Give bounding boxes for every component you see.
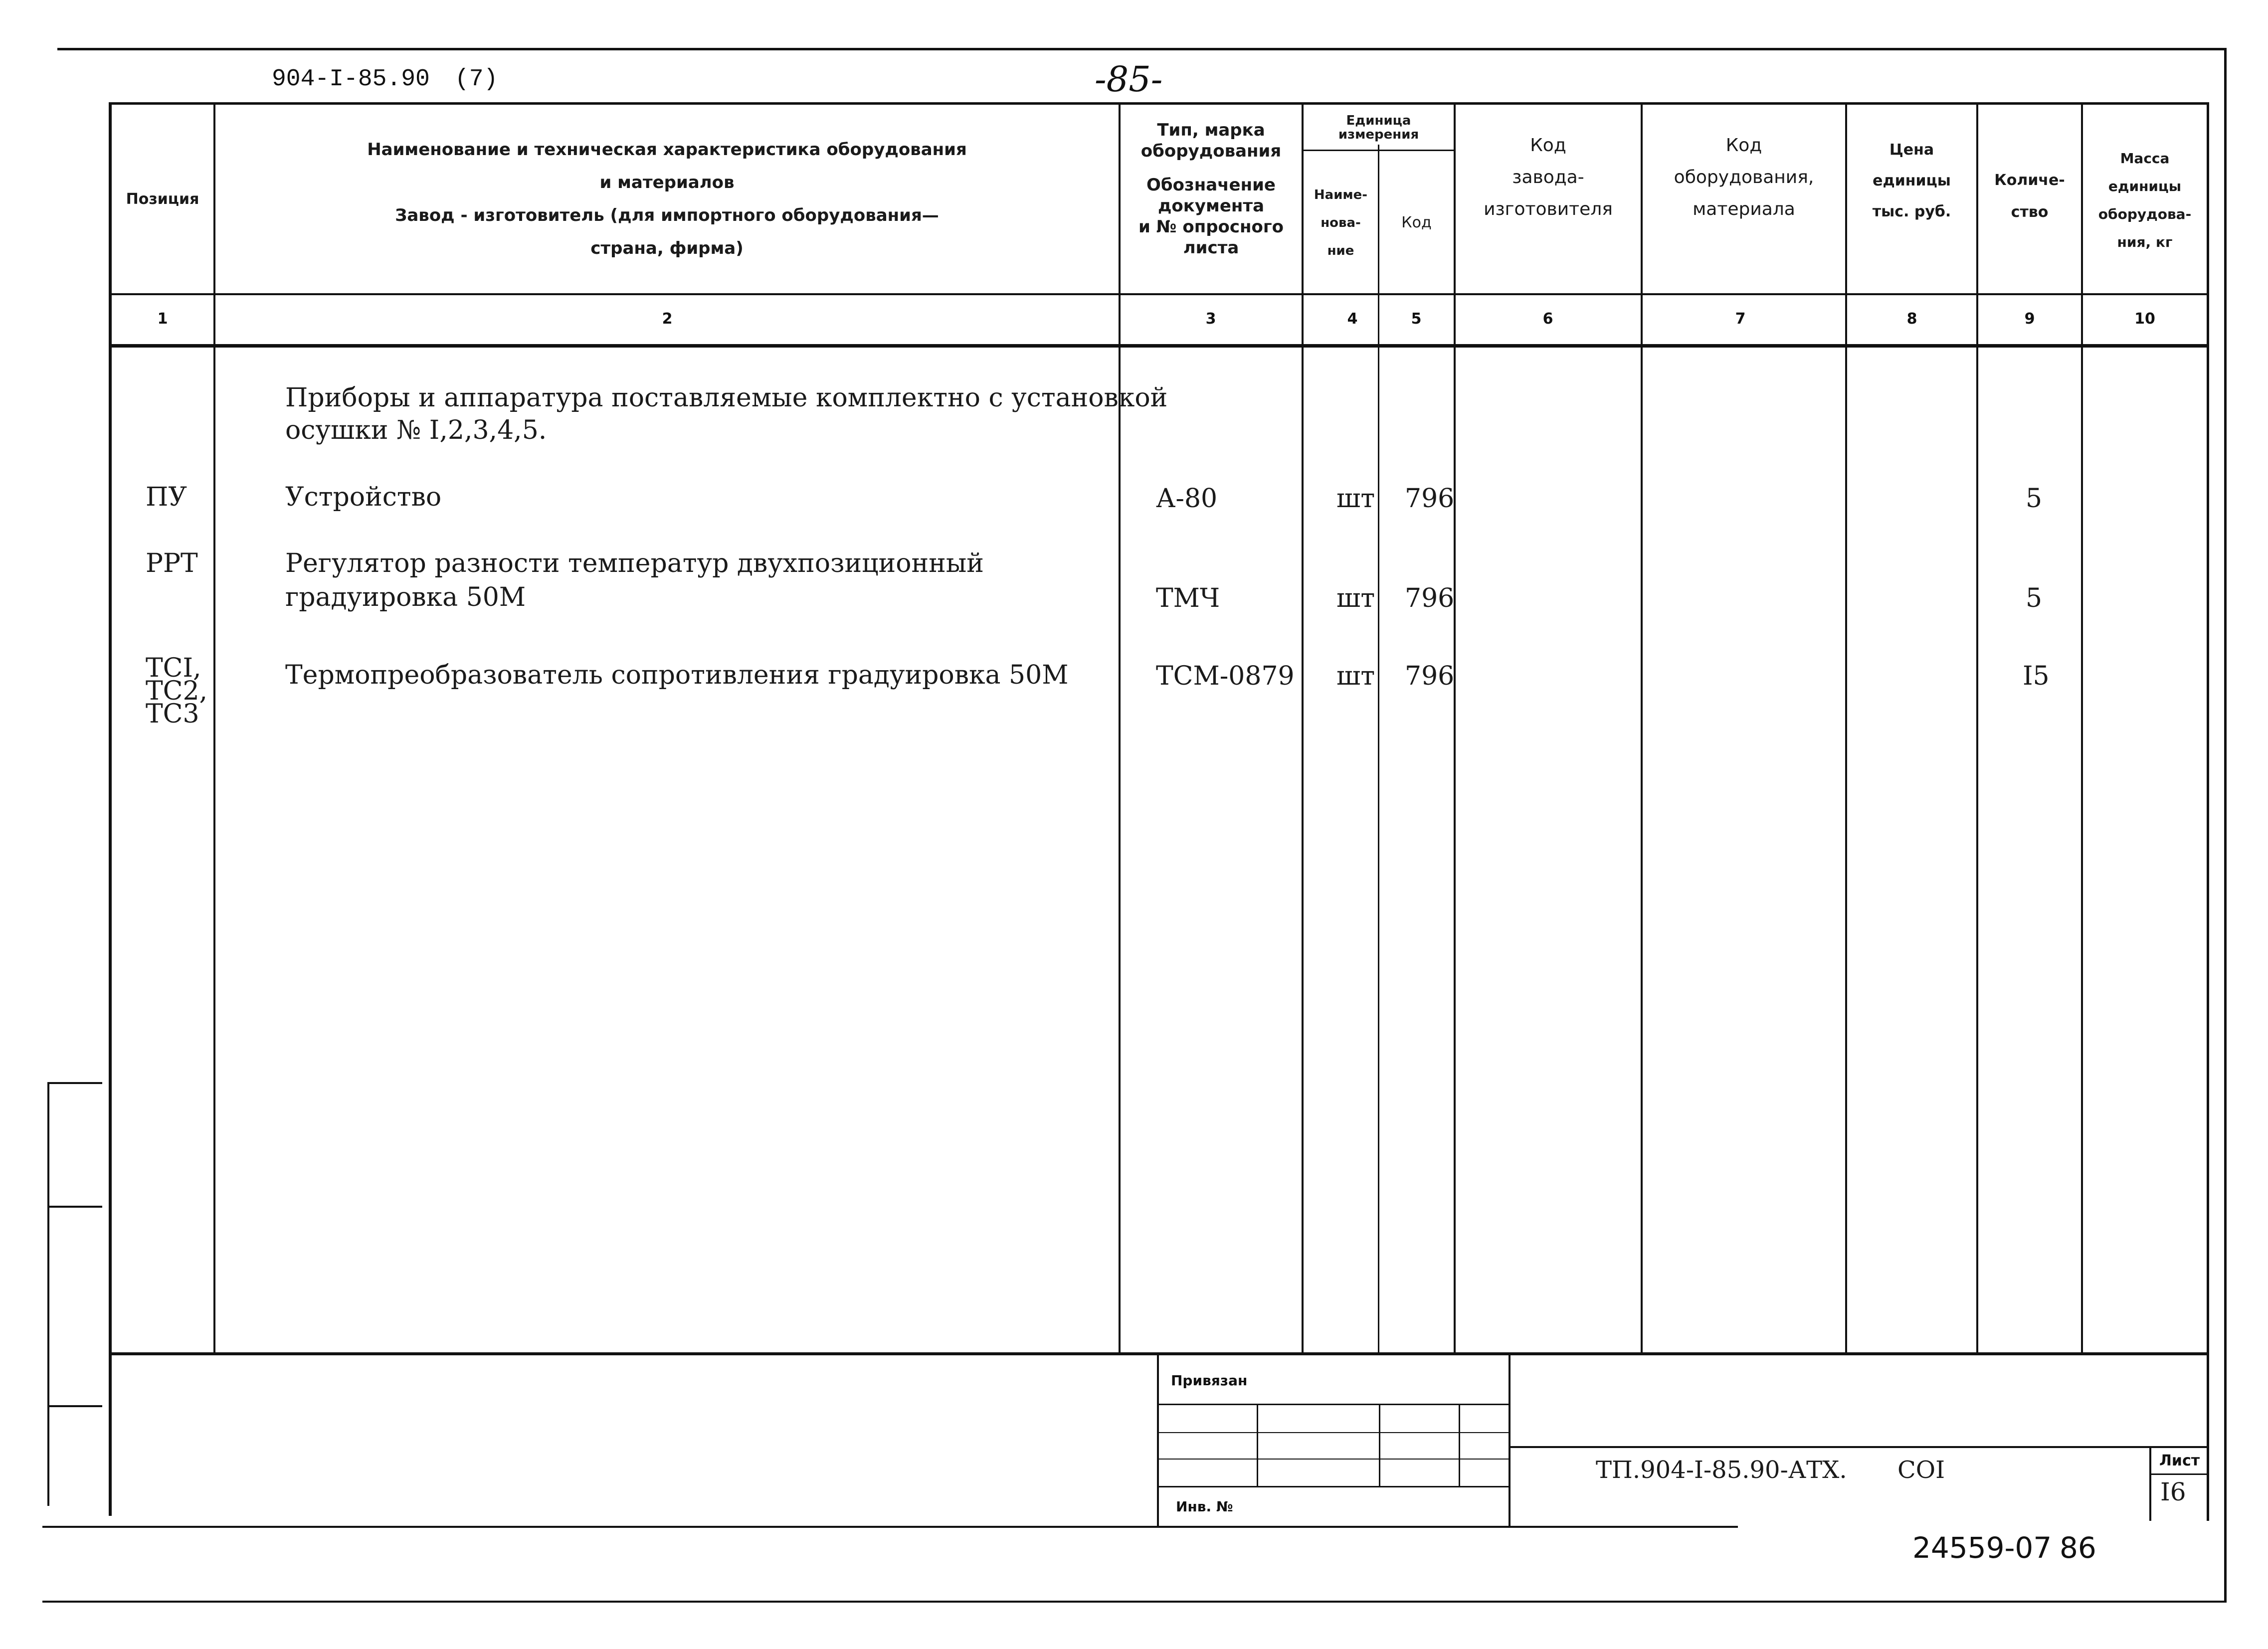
unit-subheader-line (1303, 150, 1454, 151)
row-3-type: ТСМ-0879 (1156, 661, 1295, 691)
col-sep-5 (1454, 102, 1456, 1354)
col-number-2: 2 (662, 310, 673, 328)
header-price-line-3: тыс. руб. (1872, 203, 1951, 220)
colnum-bottom-line (110, 344, 2209, 348)
header-unit-name-line-3: ние (1327, 243, 1354, 258)
header-type-line-3: Обозначение (1146, 175, 1276, 195)
stamp-col-line-3 (1459, 1404, 1460, 1487)
margin-box-mid-1 (47, 1206, 102, 1208)
header-equipment-code-line-2: оборудования, (1674, 167, 1814, 187)
row-3-name: Термопреобразователь сопротивления градуировка 50М (285, 660, 1069, 690)
col-sep-7 (1845, 102, 1847, 1354)
doc-sheet-code: СОI (1897, 1456, 1945, 1484)
header-quantity-line-1: Количе- (1994, 172, 2065, 189)
stamp-row-line-1 (1157, 1404, 1511, 1405)
header-quantity-line-2: ство (2011, 203, 2049, 221)
row-1-code: 796 (1405, 484, 1455, 514)
row-3-unit: шт (1336, 661, 1375, 691)
stamp-row-line-2 (1157, 1432, 1511, 1433)
archive-number: 24559-07 (1912, 1531, 2052, 1565)
col-number-1: 1 (157, 310, 168, 328)
col-number-6: 6 (1542, 310, 1553, 328)
header-type-line-6: листа (1183, 238, 1239, 258)
header-name-line-2: и материалов (599, 173, 735, 192)
header-name-line-1: Наименование и техническая характеристика оборудования (367, 140, 967, 160)
stamp-privyazan-label: Привязан (1171, 1372, 1248, 1389)
row-2-position: РРТ (146, 549, 198, 578)
header-unit-name (1304, 152, 1378, 293)
col-number-4: 4 (1347, 310, 1358, 328)
top-border-line (57, 48, 2224, 50)
header-equipment-code-line-1: Код (1725, 135, 1762, 156)
header-factory-code-line-3: изготовителя (1484, 199, 1613, 219)
section-title-line-2: осушки № I,2,3,4,5. (285, 415, 547, 445)
header-unit-code (1379, 152, 1454, 293)
header-position-text: Позиция (126, 190, 199, 208)
row-1-position: ПУ (146, 482, 187, 512)
header-price (1847, 135, 1976, 264)
col-number-8: 8 (1906, 310, 1917, 328)
table-body-bottom-line (110, 1352, 2209, 1355)
sheet-box-left (2149, 1446, 2151, 1521)
colnum-top-line (110, 293, 2209, 295)
row-2-name-line-2: градуировка 50М (285, 582, 526, 612)
header-name-line-3: Завод - изготовитель (для импортного оборудования— (395, 205, 939, 225)
bottom-border-line (42, 1601, 2227, 1603)
margin-box-mid-2 (47, 1405, 102, 1407)
row-3-position-line-2: ТС2, (146, 676, 208, 706)
col-number-5: 5 (1411, 310, 1422, 328)
row-3-position-line-1: ТСI, (146, 653, 201, 683)
page-mark: -85- (1095, 59, 1163, 100)
header-unit-name-line-1: Наиме- (1314, 187, 1368, 202)
header-mass-line-2: единицы (2108, 178, 2182, 194)
row-3-quantity: I5 (2023, 661, 2050, 691)
stamp-inv-label: Инв. № (1176, 1498, 1233, 1515)
header-price-line-1: Цена (1889, 141, 1934, 159)
stamp-row-line-4 (1157, 1486, 1511, 1487)
row-2-quantity: 5 (2026, 583, 2043, 613)
sheet-label: Лист (2159, 1452, 2200, 1469)
col-number-3: 3 (1205, 310, 1216, 328)
header-factory-code-line-1: Код (1530, 135, 1566, 156)
header-unit-code-text: Код (1401, 214, 1432, 231)
header-type (1121, 120, 1302, 284)
stamp-col-line-2 (1379, 1404, 1380, 1487)
stamp-box-bottom (1157, 1526, 1511, 1528)
designation-top-line (1511, 1446, 2209, 1448)
row-2-type: ТМЧ (1156, 583, 1220, 613)
header-quantity (1978, 165, 2081, 234)
col-number-10: 10 (2134, 310, 2155, 328)
header-name (215, 105, 1119, 293)
header-position (112, 105, 213, 293)
stamp-box-left (1157, 1355, 1159, 1527)
header-unit-name-line-2: нова- (1321, 215, 1361, 230)
row-1-name: Устройство (285, 482, 442, 512)
row-3-position-line-3: ТС3 (146, 699, 199, 729)
header-mass-line-3: оборудова- (2098, 206, 2192, 222)
row-1-unit: шт (1336, 484, 1375, 514)
header-type-line-1: Тип, марка (1157, 120, 1265, 140)
row-2-unit: шт (1336, 583, 1375, 613)
header-unit-group (1304, 107, 1454, 148)
header-price-line-2: единицы (1873, 172, 1951, 189)
header-factory-code-line-2: завода- (1512, 167, 1584, 187)
row-2-code: 796 (1405, 583, 1455, 613)
header-unit-line-2: измерения (1338, 127, 1419, 142)
row-1-quantity: 5 (2026, 484, 2043, 514)
col-sep-9 (2081, 102, 2083, 1354)
col-sep-2 (1119, 102, 1121, 1354)
table-right-line (2207, 102, 2209, 1521)
stamp-box-right (1509, 1355, 1511, 1527)
col-number-9: 9 (2024, 310, 2035, 328)
archive-page: 86 (2060, 1531, 2096, 1565)
header-mass-line-4: ния, кг (2117, 234, 2173, 250)
col-sep-8 (1976, 102, 1978, 1354)
section-title-line-1: Приборы и аппаратура поставляемые комплектно с установкой (285, 383, 1168, 413)
header-type-line-5: и № опросного (1138, 217, 1284, 237)
header-type-line-2: оборудования (1140, 141, 1282, 161)
col-sep-6 (1641, 102, 1643, 1354)
col-number-7: 7 (1735, 310, 1746, 328)
row-2-name-line-1: Регулятор разности температур двухпозиционный (285, 549, 984, 578)
doc-code: 904-I-85.90 (272, 66, 430, 93)
header-mass (2083, 145, 2207, 269)
header-unit-line-1: Единица (1346, 113, 1411, 128)
header-equipment-code-line-3: материала (1693, 199, 1795, 219)
row-1-type: А-80 (1156, 484, 1218, 514)
sheet-number: I6 (2160, 1477, 2186, 1506)
table-left-line (109, 102, 112, 1516)
row-3-code: 796 (1405, 661, 1455, 691)
right-border-line (2224, 48, 2227, 1603)
margin-box-vertical (47, 1082, 49, 1506)
header-type-line-4: документа (1157, 196, 1265, 216)
doc-part: (7) (455, 66, 498, 93)
doc-designation: ТП.904-I-85.90-АТХ. (1596, 1456, 1847, 1484)
header-name-line-4: страна, фирма) (590, 238, 744, 258)
sheet-box-divider (2151, 1473, 2208, 1475)
header-equipment-code (1643, 130, 1845, 269)
margin-box-top (47, 1082, 102, 1084)
header-factory-code (1456, 130, 1641, 269)
stamp-col-line-1 (1257, 1404, 1258, 1487)
col-sep-4 (1378, 145, 1379, 1354)
header-mass-line-1: Масса (2120, 150, 2170, 167)
stamp-row-line-3 (1157, 1459, 1511, 1460)
